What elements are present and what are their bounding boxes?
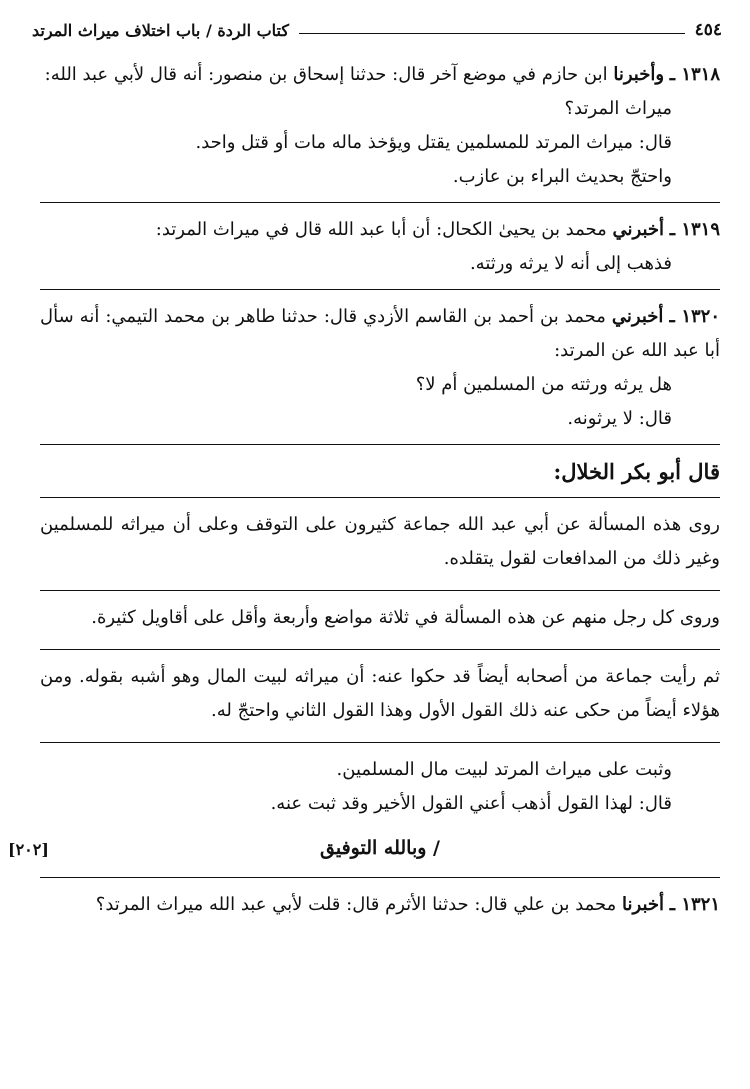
hadith-1320-line2: محمد التيمي: أنه سأل أبا عبد الله عن المرتد: — [40, 306, 720, 361]
khallal-paragraph-3: ثم رأيت جماعة من أصحابه أيضاً قد حكوا عنه: أن ميراثه لبيت المال وهو أشبه بقوله. ومن هؤلاء أيضاً من حكى عنه ذلك القول الأول وهذا القول الثاني واحتجّ له. — [40, 666, 720, 721]
hadith-1320-number: ١٣٢٠ ـ — [669, 306, 720, 327]
khallal-paragraph-2: وروى كل رجل منهم عن هذه المسألة في ثلاثة مواضع وأربعة وأقل على أقاويل كثيرة. — [91, 607, 720, 628]
divider — [40, 590, 720, 591]
hadith-1320-verb: أخبرني — [611, 306, 664, 327]
section-title: قال أبو بكر الخلال: — [553, 459, 720, 484]
running-header — [32, 16, 722, 40]
hadith-1321 — [40, 888, 720, 922]
hadith-1319 — [40, 213, 720, 281]
hadith-1318-line1: ابن حازم في موضع آخر قال: حدثنا إسحاق بن — [268, 64, 608, 85]
header-title: كتاب الردة / باب اختلاف ميراث المرتد — [32, 21, 289, 40]
hadith-1320 — [40, 300, 720, 436]
hadith-1318-question: ميراث المرتد؟ — [564, 98, 672, 119]
hadith-1318-verb: وأخبرنا — [613, 64, 665, 85]
hadith-1321-verb: أخبرنا — [622, 894, 665, 915]
divider — [40, 444, 720, 445]
khallal-paragraph-1: روى هذه المسألة عن أبي عبد الله جماعة كثيرون على التوقف وعلى أن ميراثه للمسلمين وغير ذلك من المدافعات لقول يتقلده. — [40, 514, 720, 569]
hadith-1318-line2: منصور: أنه قال لأبي عبد الله: — [44, 64, 263, 85]
hadith-1318-evidence: واحتجّ بحديث البراء بن عازب. — [452, 166, 672, 187]
margin-reference: [٢٠٢] — [8, 840, 49, 859]
hadith-1318-isnad — [40, 58, 720, 92]
divider — [40, 289, 720, 290]
hadith-1319-verb: أخبرني — [612, 219, 665, 240]
hadith-1320-question: هل يرثه ورثته من المسلمين أم لا؟ — [415, 374, 672, 395]
hadith-1318-number: ١٣١٨ ـ — [669, 64, 720, 85]
hadith-1319-number: ١٣١٩ ـ — [669, 219, 720, 240]
hadith-1319-isnad — [40, 213, 720, 247]
page-number: ٤٥٤ — [694, 20, 722, 40]
hadith-1318-answer: قال: ميراث المرتد للمسلمين يقتل ويؤخذ ماله مات أو قتل واحد. — [195, 132, 672, 153]
page-body — [8, 58, 720, 922]
divider — [40, 877, 720, 878]
khallal-paragraph-4b: قال: لهذا القول أذهب أعني القول الأخير وقد ثبت عنه. — [270, 793, 672, 814]
hadith-1318 — [40, 58, 720, 194]
khallal-paragraph-4a: وثبت على ميراث المرتد لبيت مال المسلمين. — [336, 759, 672, 780]
divider — [40, 649, 720, 650]
divider — [40, 202, 720, 203]
tawfiq-line — [8, 825, 720, 869]
tawfiq-text: / وبالله التوفيق — [320, 837, 440, 859]
hadith-1321-line1: محمد بن علي قال: حدثنا الأثرم قال: قلت لأبي عبد الله — [209, 894, 617, 915]
hadith-1321-isnad — [40, 888, 720, 922]
hadith-1319-line2: المرتد: — [155, 219, 208, 240]
header-rule — [299, 33, 685, 34]
hadith-1320-line1: محمد بن أحمد بن القاسم الأزدي قال: حدثنا طاهر بن — [211, 306, 606, 327]
divider — [40, 497, 720, 498]
hadith-1319-line1: محمد بن يحيىٰ الكحال: أن أبا عبد الله قال في ميراث — [212, 219, 607, 240]
hadith-1321-line2: ميراث المرتد؟ — [95, 894, 204, 915]
hadith-1321-number: ١٣٢١ ـ — [669, 894, 720, 915]
hadith-1320-isnad — [40, 300, 720, 368]
divider — [40, 742, 720, 743]
hadith-1320-answer: قال: لا يرثونه. — [567, 408, 672, 429]
hadith-1319-answer: فذهب إلى أنه لا يرثه ورثته. — [469, 253, 672, 274]
